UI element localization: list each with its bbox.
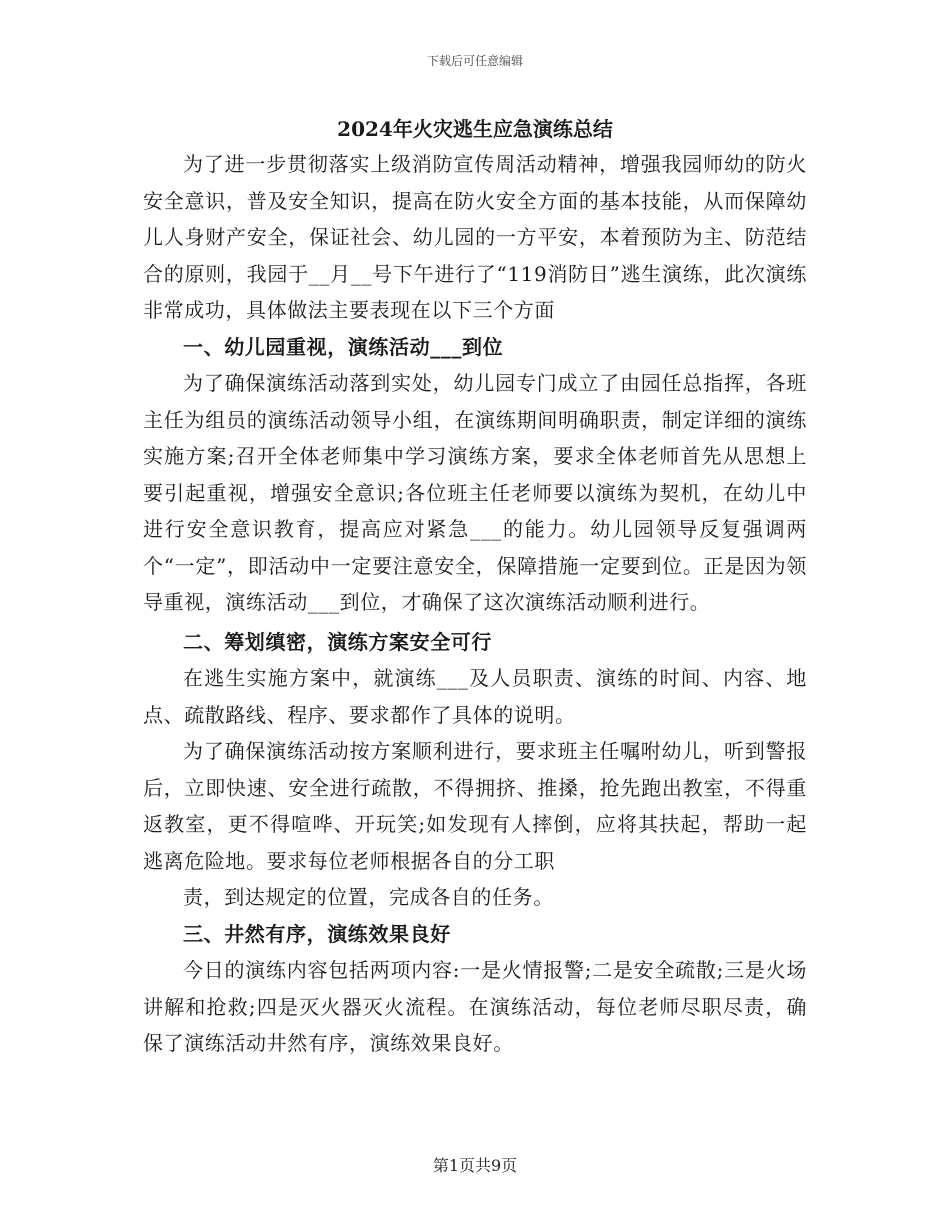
page-header: 下载后可任意编辑 bbox=[426, 54, 523, 68]
section-2-paragraph-3: 责，到达规定的位置，完成各自的任务。 bbox=[183, 885, 554, 909]
section-3-paragraph: 今日的演练内容包括两项内容:一是火情报警;二是安全疏散;三是火场讲解和抢救;四是灭火器灭火流程。在演练活动，每位老师尽职尽责，确保了演练活动井然有序，演练效果良好。 bbox=[143, 958, 807, 1055]
section-2-paragraph-1: 在逃生实施方案中，就演练___及人员职责、演练的时间、内容、地点、疏散路线、程序、要求都作了具体的说明。 bbox=[143, 666, 807, 727]
section-1-paragraph: 为了确保演练活动落到实处，幼儿园专门成立了由园任总指挥，各班主任为组员的演练活动领导小组，在演练期间明确职责，制定详细的演练实施方案;召开全体老师集中学习演练方案，要求全体老师首先从思想上要引起重视，增强安全意识;各位班主任老师要以演练为契机，在幼儿中进行安全意识教育，提高应对紧急___的能力。幼儿园领导反复强调两个“一定”，即活动中一定要注意安全，保障措施一定要到位。正是因为领导重视，演练活动___到位，才确保了这次演练活动顺利进行。 bbox=[143, 371, 807, 614]
section-heading-3: 三、井然有序，演练效果良好 bbox=[183, 921, 451, 946]
page-footer: 第1页共9页 bbox=[432, 1156, 518, 1175]
document-title: 2024年火灾逃生应急演练总结 bbox=[337, 117, 613, 141]
document-body bbox=[143, 112, 807, 1062]
section-2-paragraph-2: 为了确保演练活动按方案顺利进行，要求班主任嘱咐幼儿，听到警报后，立即快速、安全进行疏散，不得拥挤、推搡，抢先跑出教室，不得重返教室，更不得喧哗、开玩笑;如发现有人摔倒，应将其扶起，帮助一起逃离危险地。要求每位老师根据各自的分工职 bbox=[143, 739, 807, 873]
section-heading-1: 一、幼儿园重视，演练活动___到位 bbox=[183, 334, 504, 359]
section-heading-2: 二、筹划缜密，演练方案安全可行 bbox=[183, 629, 492, 654]
intro-paragraph: 为了进一步贯彻落实上级消防宣传周活动精神，增强我园师幼的防火安全意识，普及安全知识，提高在防火安全方面的基本技能，从而保障幼儿人身财产安全，保证社会、幼儿园的一方平安，本着预防为主、防范结合的原则，我园于__月__号下午进行了“119消防日”逃生演练，此次演练非常成功，具体做法主要表现在以下三个方面 bbox=[143, 152, 807, 322]
